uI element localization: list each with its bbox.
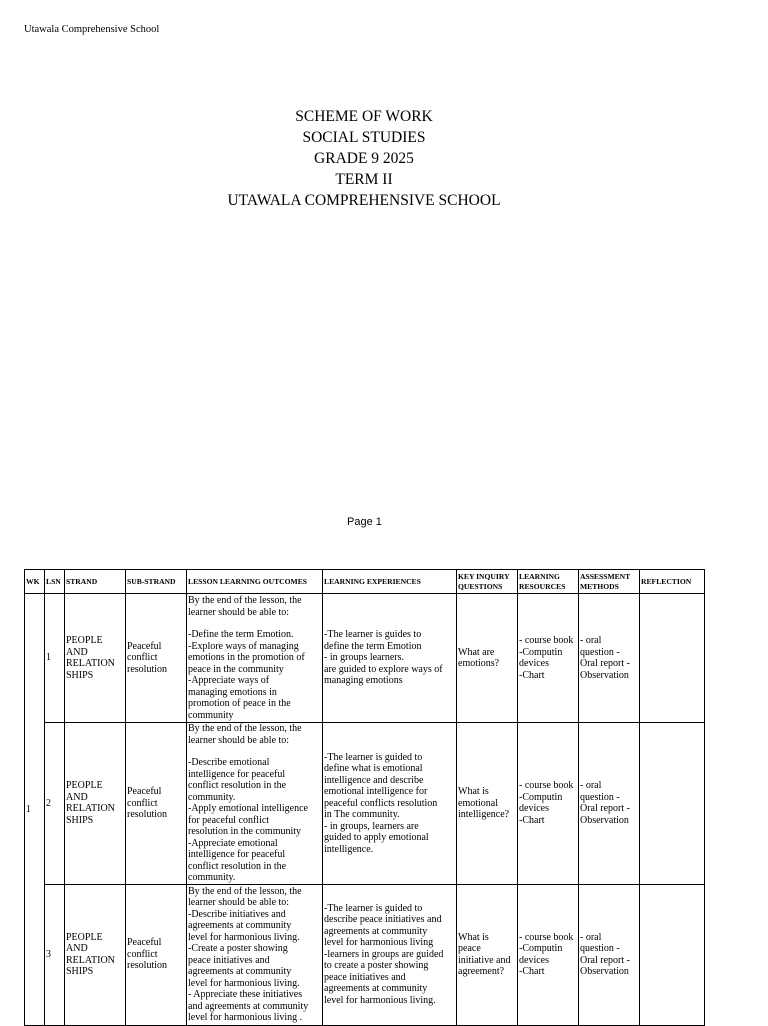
outcome-line: community <box>188 709 234 721</box>
outcome-line: level for harmonious living . <box>188 1012 303 1023</box>
sub-strand-line: conflict <box>127 797 158 809</box>
strand-line: SHIPS <box>66 814 94 826</box>
outcome-line: community. <box>188 791 236 803</box>
experience-line: emotional intelligence for <box>324 786 428 797</box>
sub-strand-line: Peaceful <box>127 937 162 949</box>
header-school-name: Utawala Comprehensive School <box>24 24 160 35</box>
intro-line: By the end of the lesson, the <box>188 885 302 897</box>
strand-line: AND <box>66 943 88 954</box>
resource-line: - course book <box>519 931 574 943</box>
resource-line: -Computin <box>519 791 563 803</box>
strand-line: RELATION <box>66 658 115 669</box>
outcome-line: -Apply emotional intelligence <box>188 803 308 814</box>
sub-strand-cell <box>126 884 187 1025</box>
sub-strand-line: resolution <box>127 809 167 820</box>
header-reflection: REFLECTION <box>640 570 705 594</box>
intro-line: learner should be able to: <box>188 734 290 746</box>
outcome-line: - Appreciate these initiatives <box>188 989 303 1000</box>
inquiry-line: What is <box>458 786 489 797</box>
experience-line: peaceful conflicts resolution <box>324 797 438 809</box>
outcomes-cell <box>187 884 323 1025</box>
assessment-line: Oral report - <box>580 954 630 966</box>
header-strand: STRAND <box>65 570 126 594</box>
header-resources: LEARNING RESOURCES <box>518 570 579 594</box>
table-row <box>25 884 705 1025</box>
resources-cell <box>518 723 579 885</box>
experience-line: intelligence. <box>324 843 374 855</box>
experience-line: define what is emotional <box>324 763 423 774</box>
strand-cell <box>65 594 126 723</box>
header-assessment: ASSESSMENT METHODS <box>579 570 640 594</box>
resource-line: devices <box>519 954 549 966</box>
experience-line: -The learner is guided to <box>324 902 423 914</box>
experience-line: -The learner is guides to <box>324 629 422 641</box>
sub-strand-line: conflict <box>127 652 158 664</box>
inquiry-line: What are <box>458 646 495 658</box>
assessment-line: Oral report - <box>580 658 630 669</box>
outcome-line: promotion of peace in the <box>188 698 291 709</box>
sub-strand-line: Peaceful <box>127 786 162 797</box>
outcome-line: peace in the community <box>188 663 284 675</box>
header-experiences: LEARNING EXPERIENCES <box>323 570 457 594</box>
assessment-line: question - <box>580 791 620 803</box>
outcome-line: -Create a poster showing <box>188 943 288 954</box>
experience-line: guided to apply emotional <box>324 832 429 843</box>
resource-line: -Computin <box>519 646 563 658</box>
inquiry-line: emotions? <box>458 658 500 669</box>
experience-line: are guided to explore ways of <box>324 663 443 675</box>
strand-line: AND <box>66 791 88 803</box>
assessment-line: - oral <box>580 780 602 792</box>
outcome-line: agreements at community <box>188 920 292 931</box>
strand-line: PEOPLE <box>66 780 103 792</box>
resource-line: devices <box>519 803 549 815</box>
sub-strand-line: Peaceful <box>127 640 162 652</box>
resource-line: - course book <box>519 635 574 646</box>
resource-line: -Computin <box>519 943 563 954</box>
sub-strand-cell <box>126 594 187 723</box>
assessment-cell <box>579 594 640 723</box>
lsn-cell: 3 <box>45 884 65 1025</box>
outcome-line: -Appreciate emotional <box>188 837 278 849</box>
experiences-cell <box>323 723 457 885</box>
inquiry-line: peace <box>458 943 481 954</box>
inquiry-cell <box>457 884 518 1025</box>
assessment-cell <box>579 884 640 1025</box>
sub-strand-line: conflict <box>127 948 158 960</box>
experience-line: level for harmonious living. <box>324 994 436 1006</box>
assessment-line: Observation <box>580 669 629 681</box>
strand-line: PEOPLE <box>66 931 103 943</box>
title-line: GRADE 9 2025 <box>314 150 414 167</box>
inquiry-cell <box>457 723 518 885</box>
inquiry-cell <box>457 594 518 723</box>
assessment-line: question - <box>580 943 620 954</box>
experience-line: -The learner is guided to <box>324 751 423 763</box>
inquiry-line: agreement? <box>458 966 505 977</box>
outcome-line: -Appreciate ways of <box>188 675 270 686</box>
week-cell: 1 <box>25 594 45 1026</box>
outcome-line: emotions in the promotion of <box>188 652 305 663</box>
strand-line: SHIPS <box>66 966 94 977</box>
strand-line: RELATION <box>66 803 115 815</box>
outcome-line: and agreements at community <box>188 1000 309 1012</box>
assessment-line: - oral <box>580 931 602 943</box>
inquiry-line: intelligence? <box>458 809 510 820</box>
title-line: SCHEME OF WORK <box>295 108 433 125</box>
outcome-line: for peaceful conflict <box>188 814 270 826</box>
outcome-line: managing emotions in <box>188 686 277 698</box>
outcome-line: intelligence for peaceful <box>188 768 286 780</box>
resource-line: devices <box>519 658 549 669</box>
strand-line: RELATION <box>66 954 115 966</box>
experience-line: - in groups, learners are <box>324 820 419 832</box>
table-header-row <box>25 570 705 594</box>
experience-line: intelligence and describe <box>324 774 424 786</box>
assessment-line: question - <box>580 646 620 658</box>
outcome-line: level for harmonious living. <box>188 977 300 989</box>
header-outcomes: LESSON LEARNING OUTCOMES <box>187 570 323 594</box>
outcome-line: intelligence for peaceful <box>188 849 286 860</box>
outcome-line: agreements at community <box>188 966 292 977</box>
resources-cell <box>518 884 579 1025</box>
header-inquiry: KEY INQUIRY QUESTIONS <box>457 570 518 594</box>
strand-cell <box>65 884 126 1025</box>
outcome-line: conflict resolution in the <box>188 860 287 872</box>
resource-line: -Chart <box>519 966 545 977</box>
lsn-cell: 2 <box>45 723 65 885</box>
assessment-line: Oral report - <box>580 803 630 815</box>
sub-strand-cell <box>126 723 187 885</box>
outcome-line: -Describe initiatives and <box>188 908 286 920</box>
experience-line: agreements at community <box>324 925 428 937</box>
table-row <box>25 594 705 723</box>
outcome-line: resolution in the community <box>188 826 302 837</box>
outcome-line: -Define the term Emotion. <box>188 629 294 640</box>
resource-line: -Chart <box>519 669 545 681</box>
lsn-cell: 1 <box>45 594 65 723</box>
outcome-line: community. <box>188 872 236 883</box>
resource-line: - course book <box>519 780 574 792</box>
experience-line: -learners in groups are guided <box>324 948 444 960</box>
assessment-line: - oral <box>580 635 602 646</box>
strand-line: SHIPS <box>66 669 94 681</box>
outcome-line: -Explore ways of managing <box>188 640 299 652</box>
title-line: UTAWALA COMPREHENSIVE SCHOOL <box>227 192 501 209</box>
spacer <box>188 746 321 757</box>
outcomes-cell <box>187 723 323 885</box>
outcome-line: -Describe emotional <box>188 757 270 768</box>
reflection-cell <box>640 884 705 1025</box>
sub-strand-line: resolution <box>127 663 167 675</box>
reflection-cell <box>640 594 705 723</box>
intro-line: By the end of the lesson, the <box>188 595 302 606</box>
header-wk: WK <box>25 570 45 594</box>
table-row <box>25 723 705 885</box>
title-line: SOCIAL STUDIES <box>302 129 426 146</box>
assessment-line: Observation <box>580 814 629 826</box>
strand-line: PEOPLE <box>66 635 103 646</box>
title-line: TERM II <box>335 171 393 188</box>
sub-strand-line: resolution <box>127 960 167 972</box>
resources-cell <box>518 594 579 723</box>
experience-line: managing emotions <box>324 675 403 687</box>
experience-line: describe peace initiatives and <box>324 914 442 926</box>
outcome-line: level for harmonious living. <box>188 931 300 943</box>
experiences-cell <box>323 594 457 723</box>
intro-line: learner should be able to: <box>188 606 290 618</box>
spacer <box>188 618 321 629</box>
experience-line: define the term Emotion <box>324 640 422 652</box>
assessment-cell <box>579 723 640 885</box>
experience-line: to create a poster showing <box>324 960 429 972</box>
experience-line: - in groups learners. <box>324 652 404 664</box>
resource-line: -Chart <box>519 814 545 826</box>
experiences-cell <box>323 884 457 1025</box>
inquiry-line: emotional <box>458 797 498 809</box>
experience-line: agreements at community <box>324 983 428 995</box>
inquiry-line: initiative and <box>458 954 511 966</box>
outcome-line: conflict resolution in the <box>188 780 287 791</box>
header-sub-strand: SUB-STRAND <box>126 570 187 594</box>
header-lsn: LSN <box>45 570 65 594</box>
outcome-line: peace initiatives and <box>188 954 270 966</box>
experience-line: in The community. <box>324 809 400 820</box>
inquiry-line: What is <box>458 931 489 943</box>
page-number: Page 1 <box>347 516 382 528</box>
assessment-line: Observation <box>580 966 629 977</box>
strand-line: AND <box>66 646 88 658</box>
strand-cell <box>65 723 126 885</box>
outcomes-cell <box>187 594 323 723</box>
document-title <box>0 106 728 211</box>
experience-line: level for harmonious living <box>324 937 434 949</box>
intro-line: learner should be able to: <box>188 897 290 908</box>
experience-line: peace initiatives and <box>324 971 406 983</box>
scheme-table <box>24 569 705 1026</box>
reflection-cell <box>640 723 705 885</box>
intro-line: By the end of the lesson, the <box>188 723 302 734</box>
